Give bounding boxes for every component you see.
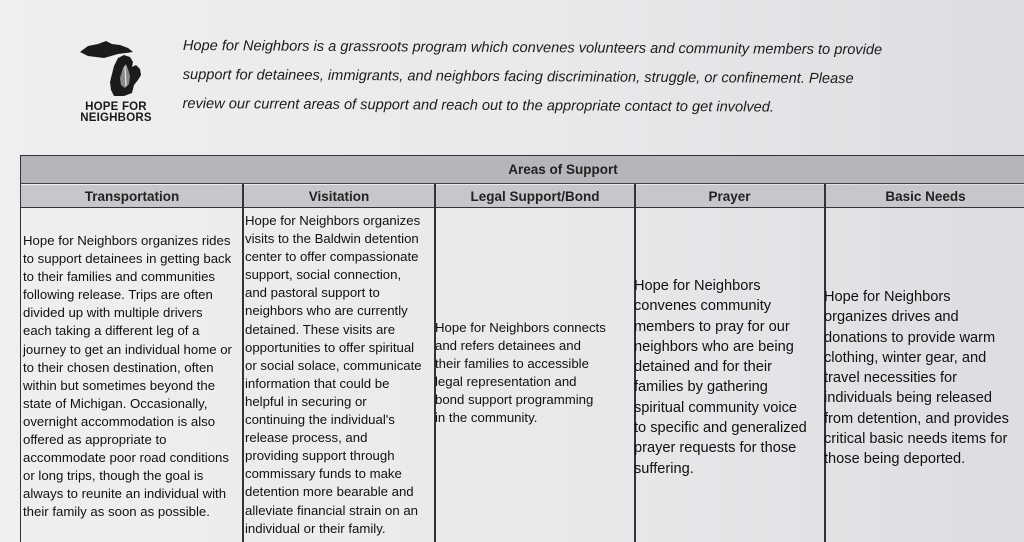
logo-line-1: HOPE FOR bbox=[85, 101, 147, 113]
logo-wordmark bbox=[74, 102, 158, 124]
areas-of-support-table bbox=[20, 155, 1024, 542]
cell-transportation bbox=[21, 208, 242, 542]
cell-basic-needs bbox=[826, 208, 1024, 542]
table-title: Areas of Support bbox=[21, 156, 1024, 184]
intro-line-2: support for detainees, immigrants, and neighbors facing discrimination, struggle, or confinement. Please bbox=[182, 66, 854, 88]
legal-support-text: Hope for Neighbors connects and refers detainees and their families to accessible legal representation and bond support programming in the community. bbox=[435, 320, 606, 426]
header-legal-support: Legal Support/Bond bbox=[436, 185, 634, 208]
visitation-text: Hope for Neighbors organizes visits to the Baldwin detention center to offer compassionate support, social connection, and pastoral support to neighbors who are currently detained. These visits are opportunities to offer spiritual or social solace, communicate information that could be helpful in securing or continuing the individual's release process, and providing support through commissary funds to make detention more bearable and alleviate financial strain on an individual or their family. bbox=[245, 213, 422, 536]
header-prayer: Prayer bbox=[635, 185, 824, 208]
header-basic-needs: Basic Needs bbox=[826, 185, 1024, 208]
transportation-text: Hope for Neighbors organizes rides to support detainees in getting back to their families and communities following release. Trips are often divided up with multiple drivers each taking a different leg of a journey to get an individual home or to their chosen destination, often within but sometimes beyond the state of Michigan. Occasionally, overnight accommodation is also offered as appropriate to accommodate poor road conditions or long trips, though the goal is always to reunite an individual with their family as soon as possible. bbox=[23, 233, 232, 520]
intro-line-3: review our current areas of support and reach out to the appropriate contact to get involved. bbox=[182, 95, 775, 116]
logo-line-2: NEIGHBORS bbox=[80, 112, 152, 124]
michigan-map-icon bbox=[78, 38, 148, 100]
cell-visitation bbox=[244, 208, 434, 542]
header-transportation: Transportation bbox=[21, 185, 243, 208]
basic-needs-text: Hope for Neighbors organizes drives and donations to provide warm clothing, winter gear, and travel necessities for individuals being released from detention, and provides critical basic needs items for those being deported. bbox=[824, 289, 1009, 468]
hope-for-neighbors-logo bbox=[74, 38, 158, 128]
prayer-text: Hope for Neighbors convenes community members to pray for our neighbors who are being detained and for their families by gathering spiritual community voice to specific and generalized prayer requests for those suffering. bbox=[634, 278, 807, 477]
cell-prayer bbox=[635, 208, 824, 542]
header-visitation: Visitation bbox=[244, 185, 434, 208]
intro-line-1: Hope for Neighbors is a grassroots program which convenes volunteers and community members to provide bbox=[182, 37, 883, 59]
intro-paragraph bbox=[182, 32, 943, 124]
cell-legal-support bbox=[436, 208, 634, 542]
